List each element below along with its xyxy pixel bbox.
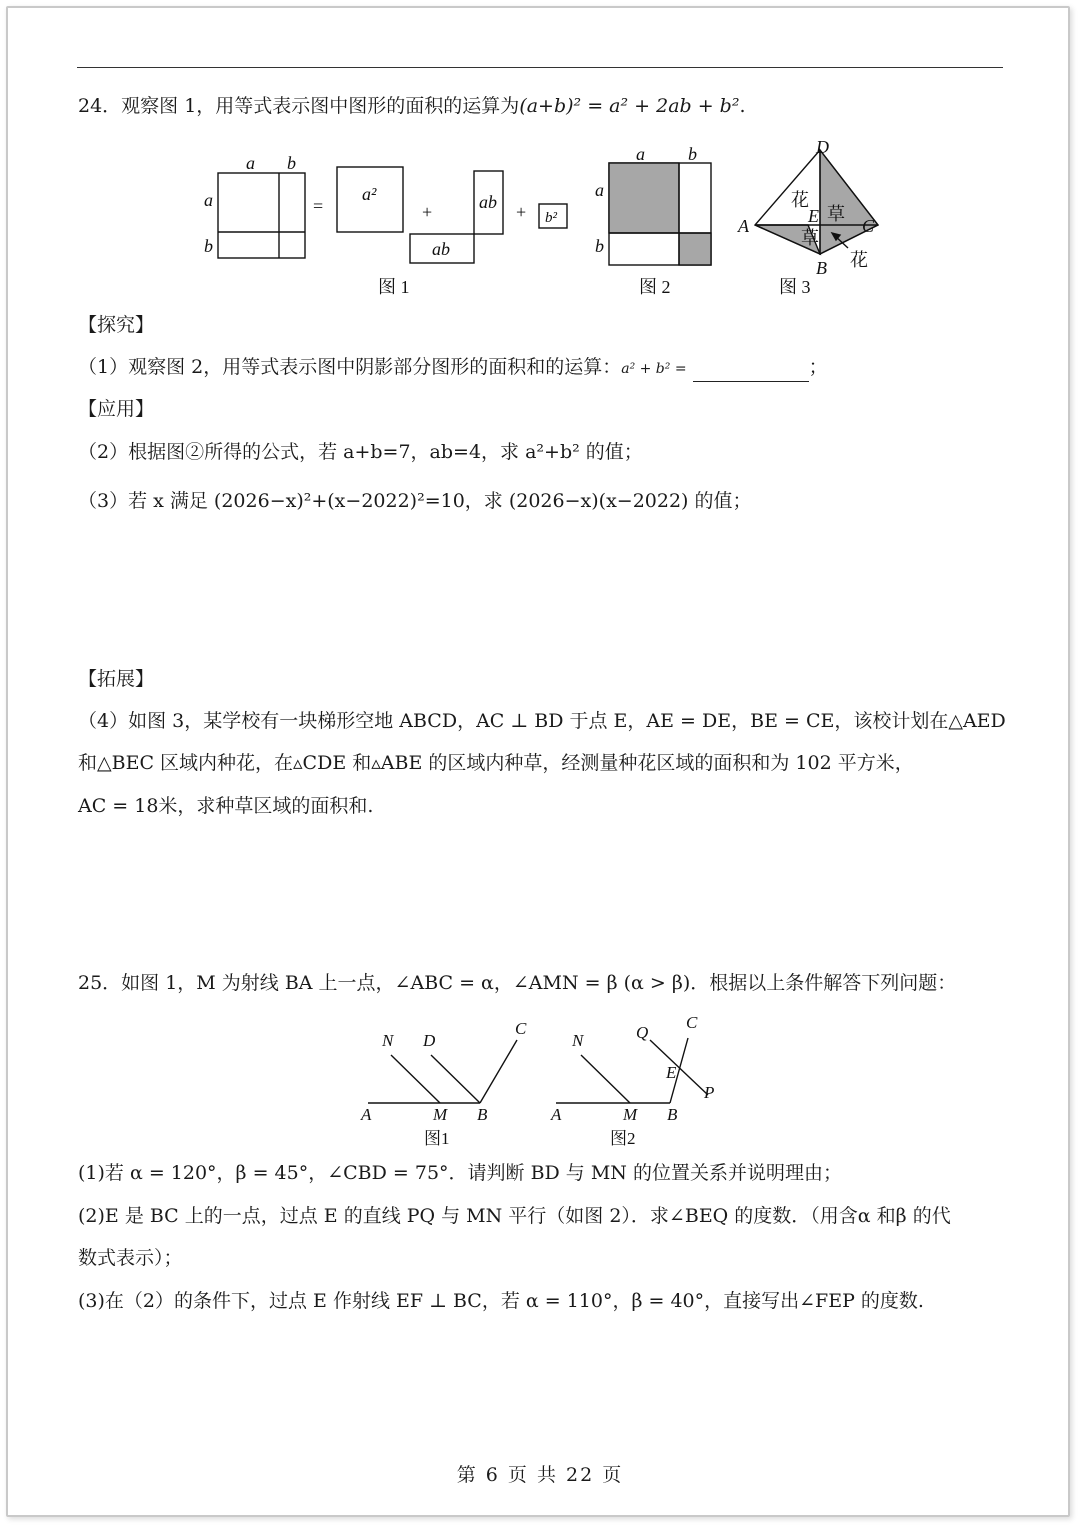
- q24-intro-text: 24．观察图 1，用等式表示图中图形的面积的运算为: [78, 95, 520, 117]
- fig2-label-q: Q: [636, 1023, 649, 1042]
- fig1-label-m: M: [433, 1105, 448, 1124]
- fig2-shade-a2: [609, 163, 679, 233]
- fig1-label-a-left: a: [204, 190, 213, 210]
- q24-p1: [78, 354, 828, 382]
- q24-p1-text: （1）观察图 2，用等式表示图中阴影部分图形的面积和的运算：: [78, 356, 622, 378]
- fig1-ray-bc: [480, 1040, 517, 1103]
- fig2-label-a-top: a: [636, 144, 645, 164]
- fig1-label-ab-vert: ab: [479, 192, 497, 212]
- fig1-plus-1: +: [422, 202, 433, 222]
- fig2-label-m: M: [623, 1105, 638, 1124]
- extend-heading: 【拓展】: [78, 668, 155, 690]
- answer-blank[interactable]: [693, 363, 809, 382]
- fig1-label-b-top: b: [287, 153, 296, 173]
- fig3-shade-cde: [820, 150, 878, 254]
- fig2-label-b-left: b: [595, 236, 604, 256]
- fig2-ray-mn: [581, 1055, 630, 1103]
- fig1-label-ab-horiz: ab: [432, 239, 450, 259]
- q25-intro: 25．如图 1，M 为射线 BA 上一点，∠ABC = α，∠AMN = β (α > β)．根据以上条件解答下列问题：: [78, 972, 957, 994]
- fig3-label-a: A: [738, 216, 749, 236]
- fig1-label-n: N: [382, 1031, 394, 1050]
- fig2-label-b-top: b: [688, 144, 697, 164]
- fig2-label-p: P: [704, 1083, 715, 1102]
- fig2-caption: 图 2: [639, 277, 671, 297]
- fig1-label-a: A: [361, 1105, 372, 1124]
- fig3-label-b: B: [816, 258, 827, 278]
- q25-p2-line2: 数式表示）；: [78, 1247, 183, 1269]
- fig1-label-a2: a²: [362, 184, 377, 204]
- explore-heading: 【探究】: [78, 314, 155, 336]
- q24-p2: （2）根据图②所得的公式，若 a+b=7，ab=4，求 a²+b² 的值；: [78, 441, 643, 463]
- fig2-shade-b2: [679, 233, 711, 265]
- fig1-label-b2: b²: [545, 210, 557, 226]
- q24-p4-line3: AC = 18米，求种草区域的面积和.: [78, 795, 374, 817]
- q25-fig2-caption: 图2: [610, 1129, 636, 1148]
- fig2-label-c: C: [686, 1013, 698, 1032]
- q24-figures: [0, 138, 1080, 308]
- q24-p4-line2: 和△BEC 区域内种花，在▵CDE 和▵ABE 的区域内种草，经测量种花区域的面积和为 102 平方米，: [78, 752, 914, 774]
- fig1-caption: 图 1: [378, 277, 410, 297]
- fig3-caption: 图 3: [779, 277, 811, 297]
- q24-p1-end: ；: [808, 356, 828, 378]
- q24-intro-end: .: [739, 95, 746, 117]
- fig3-label-c: C: [862, 216, 875, 236]
- fig3-label-flower-2: 花: [850, 250, 868, 270]
- fig2-label-a: A: [551, 1105, 562, 1124]
- page-footer: 第 6 页 共 22 页: [456, 1464, 624, 1486]
- q24-p3: （3）若 x 满足 (2026−x)²+(x−2022)²=10，求 (2026−x)(x−2022) 的值；: [78, 490, 752, 512]
- q24-p4-line1: （4）如图 3，某学校有一块梯形空地 ABCD，AC ⊥ BD 于点 E，AE = DE，BE = CE，该校计划在△AED: [78, 710, 1006, 732]
- fig1-label-c: C: [515, 1019, 527, 1038]
- q24-p1-formula: a² + b² =: [621, 361, 687, 377]
- q25-figures: [0, 1010, 1080, 1160]
- q25-fig1-caption: 图1: [424, 1129, 450, 1148]
- fig2-label-a-left: a: [595, 180, 604, 200]
- q24-intro-formula: (a+b)² = a² + 2ab + b²: [519, 95, 740, 117]
- apply-heading: 【应用】: [78, 398, 155, 420]
- q25-p1: (1)若 α = 120°，β = 45°，∠CBD = 75°．请判断 BD 与 MN 的位置关系并说明理由；: [78, 1162, 842, 1184]
- fig1-label-b-left: b: [204, 236, 213, 256]
- q25-p2-line1: (2)E 是 BC 上的一点，过点 E 的直线 PQ 与 MN 平行（如图 2）．求∠BEQ 的度数．（用含α 和β 的代: [78, 1205, 951, 1227]
- fig1-ray-mn: [391, 1055, 440, 1103]
- fig1-plus-2: +: [516, 202, 527, 222]
- fig1-big-square: [218, 173, 305, 258]
- fig2-label-b: B: [667, 1105, 678, 1124]
- fig1-ray-bd: [431, 1055, 480, 1103]
- fig2-line-pq: [650, 1040, 708, 1095]
- fig1-equals: =: [313, 196, 324, 216]
- fig1-label-d: D: [423, 1031, 436, 1050]
- fig2-label-n: N: [572, 1031, 584, 1050]
- q25-p3: (3)在（2）的条件下，过点 E 作射线 EF ⊥ BC，若 α = 110°，β = 40°，直接写出∠FEP 的度数.: [78, 1290, 924, 1312]
- fig3-label-e: E: [808, 206, 819, 226]
- header-rule: [77, 67, 1003, 68]
- fig3-label-grass-1: 草: [827, 204, 845, 224]
- fig1-label-a-top: a: [246, 153, 255, 173]
- fig1-label-b: B: [477, 1105, 488, 1124]
- q24-intro: [78, 93, 746, 119]
- fig3-label-d: D: [816, 138, 829, 157]
- fig3-label-flower-1: 花: [791, 190, 809, 210]
- fig2-label-e: E: [666, 1063, 677, 1082]
- fig3-label-grass-2: 草: [801, 228, 819, 248]
